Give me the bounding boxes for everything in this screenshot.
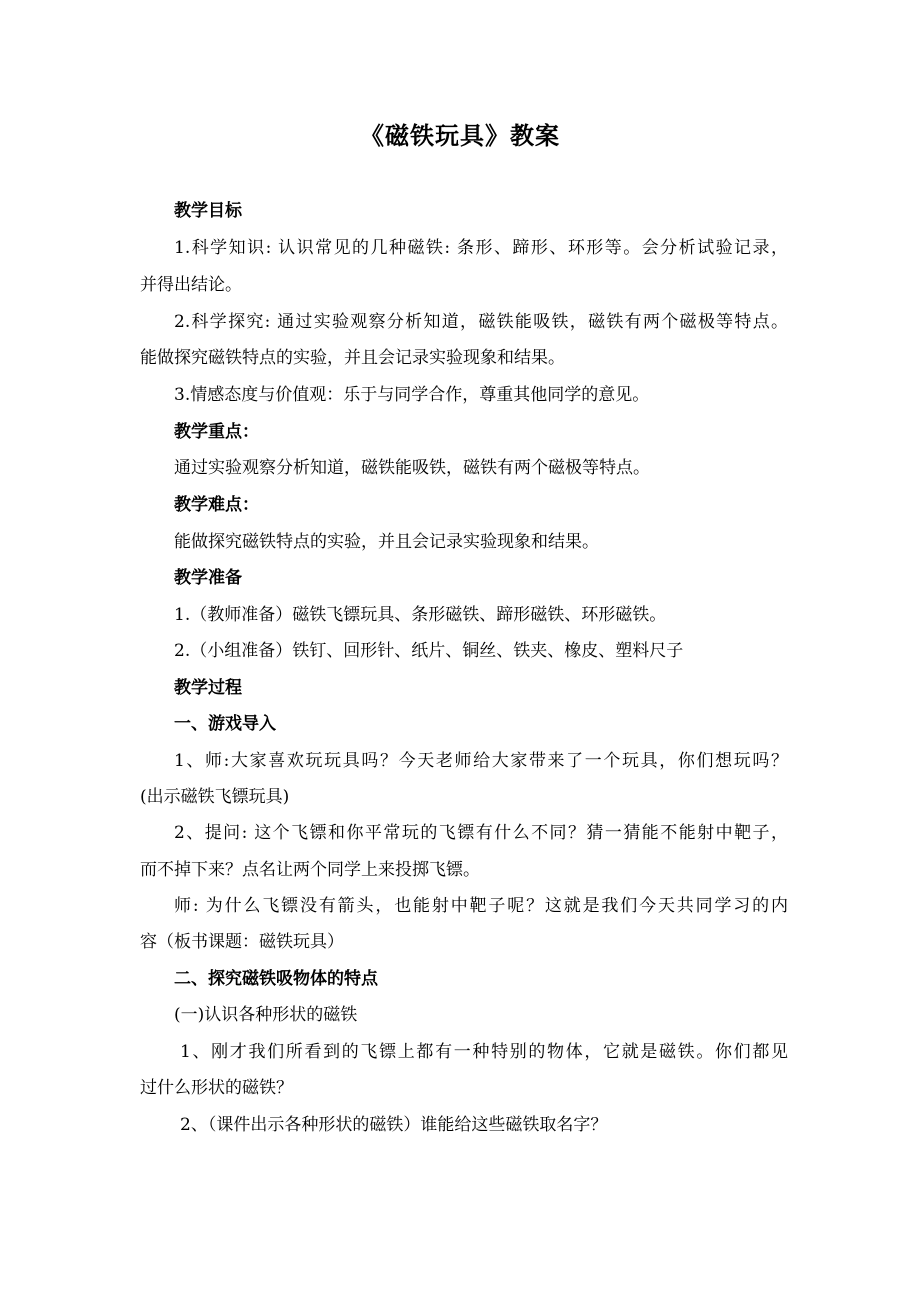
section-heading-game-intro: 一、游戏导入: [174, 714, 276, 734]
paragraph-line: 1、师:大家喜欢玩玩具吗？今天老师给大家带来了一个玩具，你们想玩吗？: [174, 751, 788, 771]
section-heading-process: 教学过程: [174, 678, 242, 698]
paragraph-line: 并得出结论。: [140, 275, 242, 295]
paragraph-line: 2.（小组准备）铁钉、回形针、纸片、铜丝、铁夹、橡皮、塑料尺子: [174, 641, 684, 661]
paragraph-line: 3.情感态度与价值观：乐于与同学合作，尊重其他同学的意见。: [174, 385, 650, 405]
paragraph-line: 能做探究磁铁特点的实验，并且会记录实验现象和结果。: [174, 532, 599, 552]
section-heading-explore: 二、探究磁铁吸物体的特点: [174, 969, 378, 989]
section-heading-key-points: 教学重点：: [174, 422, 259, 442]
section-heading-preparation: 教学准备: [174, 568, 242, 588]
paragraph-line: 师: 为什么飞镖没有箭头，也能射中靶子呢？这就是我们今天共同学习的内: [174, 896, 788, 916]
paragraph-line: 2、提问: 这个飞镖和你平常玩的飞镖有什么不同？猜一猜能不能射中靶子，: [174, 823, 788, 843]
section-heading-teaching-goals: 教学目标: [174, 201, 242, 221]
paragraph-line: 1.科学知识: 认识常见的几种磁铁: 条形、蹄形、环形等。会分析试验记录，: [174, 238, 788, 258]
paragraph-line: 而不掉下来？点名让两个同学上来投掷飞镖。: [140, 860, 480, 880]
paragraph-line: 2.科学探究: 通过实验观察分析知道，磁铁能吸铁，磁铁有两个磁极等特点。: [174, 312, 788, 332]
paragraph-line: 1.（教师准备）磁铁飞镖玩具、条形磁铁、蹄形磁铁、环形磁铁。: [174, 605, 667, 625]
paragraph-line: 通过实验观察分析知道，磁铁能吸铁，磁铁有两个磁极等特点。: [174, 458, 650, 478]
section-heading-difficulties: 教学难点：: [174, 495, 259, 515]
paragraph-line: (一)认识各种形状的磁铁: [174, 1005, 358, 1025]
paragraph-line: 1、刚才我们所看到的飞镖上都有一种特别的物体，它就是磁铁。你们都见: [180, 1042, 788, 1062]
paragraph-line: 2、（课件出示各种形状的磁铁）谁能给这些磁铁取名字？: [180, 1115, 608, 1135]
paragraph-line: (出示磁铁飞镖玩具): [140, 787, 290, 807]
paragraph-line: 过什么形状的磁铁？: [140, 1078, 293, 1098]
paragraph-line: 能做探究磁铁特点的实验，并且会记录实验现象和结果。: [140, 348, 565, 368]
paragraph-line: 容（板书课题：磁铁玩具）: [140, 932, 344, 952]
document-title: 《磁铁玩具》教案: [360, 122, 560, 150]
